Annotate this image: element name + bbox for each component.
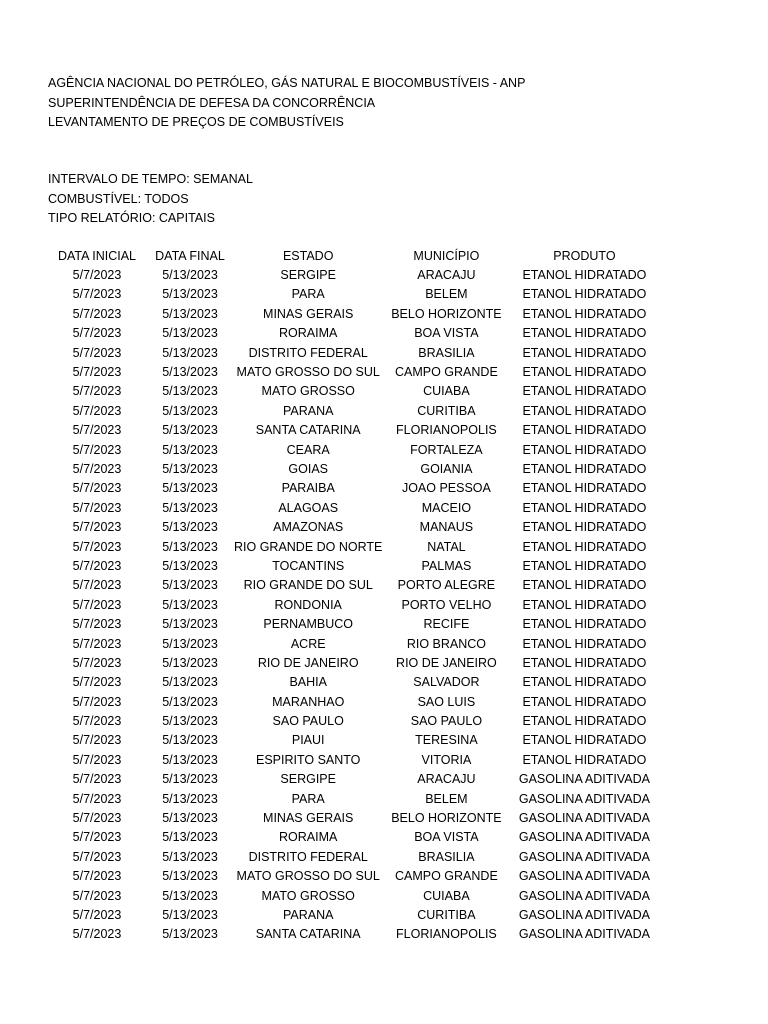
- cell-municipio: GOIANIA: [420, 461, 473, 476]
- column-header-data-final: DATA FINAL: [155, 248, 225, 263]
- cell-data-inicial: 5/7/2023: [72, 888, 122, 903]
- cell-municipio: SAO LUIS: [417, 694, 476, 709]
- cell-data-inicial: 5/7/2023: [72, 326, 122, 341]
- table-row: [48, 265, 658, 284]
- cell-data-inicial: 5/7/2023: [72, 268, 122, 283]
- prices-table: [48, 246, 658, 944]
- table-row: [48, 343, 658, 362]
- cell-produto: ETANOL HIDRATADO: [522, 287, 647, 302]
- cell-estado: RORAIMA: [279, 326, 338, 341]
- cell-produto: ETANOL HIDRATADO: [522, 558, 647, 573]
- table-row: [48, 770, 658, 789]
- cell-municipio: BELEM: [425, 791, 468, 806]
- cell-estado: MARANHAO: [272, 694, 345, 709]
- table-row: [48, 459, 658, 478]
- table-row: [48, 847, 658, 866]
- cell-municipio: CAMPO GRANDE: [395, 869, 498, 884]
- fuel-label: COMBUSTÍVEL: TODOS: [48, 191, 189, 206]
- cell-data-final: 5/13/2023: [162, 539, 218, 554]
- cell-produto: ETANOL HIDRATADO: [522, 442, 647, 457]
- cell-municipio: VITORIA: [421, 752, 472, 767]
- column-header-municipio: MUNICÍPIO: [413, 248, 480, 263]
- cell-produto: ETANOL HIDRATADO: [522, 461, 647, 476]
- cell-produto: GASOLINA ADITIVADA: [518, 811, 650, 826]
- cell-data-final: 5/13/2023: [162, 636, 218, 651]
- cell-produto: ETANOL HIDRATADO: [522, 617, 647, 632]
- cell-produto: ETANOL HIDRATADO: [522, 365, 647, 380]
- table-row: [48, 362, 658, 381]
- cell-municipio: ARACAJU: [417, 268, 476, 283]
- cell-data-inicial: 5/7/2023: [72, 791, 122, 806]
- cell-data-final: 5/13/2023: [162, 442, 218, 457]
- cell-data-final: 5/13/2023: [162, 520, 218, 535]
- table-row: [48, 421, 658, 440]
- cell-data-final: 5/13/2023: [162, 578, 218, 593]
- cell-data-final: 5/13/2023: [162, 655, 218, 670]
- cell-municipio: FLORIANOPOLIS: [396, 927, 497, 942]
- cell-estado: PARA: [291, 287, 325, 302]
- cell-data-final: 5/13/2023: [162, 617, 218, 632]
- table-body: [48, 265, 658, 944]
- cell-produto: ETANOL HIDRATADO: [522, 539, 647, 554]
- cell-estado: MINAS GERAIS: [263, 811, 354, 826]
- cell-data-final: 5/13/2023: [162, 772, 218, 787]
- cell-estado: PIAUI: [291, 733, 325, 748]
- cell-municipio: BOA VISTA: [414, 326, 479, 341]
- cell-estado: MATO GROSSO: [261, 888, 355, 903]
- cell-data-inicial: 5/7/2023: [72, 403, 122, 418]
- cell-data-final: 5/13/2023: [162, 365, 218, 380]
- cell-estado: MATO GROSSO DO SUL: [236, 869, 380, 884]
- cell-data-inicial: 5/7/2023: [72, 636, 122, 651]
- table-row: [48, 808, 658, 827]
- cell-data-final: 5/13/2023: [162, 733, 218, 748]
- cell-estado: AMAZONAS: [273, 520, 344, 535]
- table-row: [48, 537, 658, 556]
- cell-estado: SAO PAULO: [272, 714, 344, 729]
- cell-produto: ETANOL HIDRATADO: [522, 345, 647, 360]
- cell-data-inicial: 5/7/2023: [72, 617, 122, 632]
- report-parameters: [48, 170, 253, 229]
- cell-municipio: SAO PAULO: [410, 714, 483, 729]
- cell-municipio: PORTO VELHO: [401, 597, 492, 612]
- cell-produto: GASOLINA ADITIVADA: [518, 830, 650, 845]
- cell-produto: ETANOL HIDRATADO: [522, 268, 647, 283]
- cell-data-inicial: 5/7/2023: [72, 772, 122, 787]
- cell-estado: PARAIBA: [281, 481, 335, 496]
- table-row: [48, 440, 658, 459]
- table-row: [48, 517, 658, 536]
- cell-estado: PARANA: [282, 403, 334, 418]
- report-type-label: TIPO RELATÓRIO: CAPITAIS: [48, 211, 215, 225]
- cell-produto: ETANOL HIDRATADO: [522, 481, 647, 496]
- cell-data-inicial: 5/7/2023: [72, 869, 122, 884]
- cell-estado: SERGIPE: [280, 268, 336, 283]
- cell-produto: ETANOL HIDRATADO: [522, 500, 647, 515]
- column-header-estado: ESTADO: [282, 248, 334, 263]
- table-row: [48, 576, 658, 595]
- cell-estado: MATO GROSSO: [261, 384, 355, 399]
- table-row: [48, 673, 658, 692]
- cell-data-inicial: 5/7/2023: [72, 907, 122, 922]
- cell-data-final: 5/13/2023: [162, 888, 218, 903]
- cell-municipio: BRASILIA: [418, 345, 475, 360]
- cell-data-inicial: 5/7/2023: [72, 694, 122, 709]
- table-row: [48, 285, 658, 304]
- cell-municipio: CUIABA: [423, 384, 470, 399]
- cell-municipio: CURITIBA: [417, 403, 476, 418]
- cell-produto: ETANOL HIDRATADO: [522, 714, 647, 729]
- table-row: [48, 324, 658, 343]
- cell-data-final: 5/13/2023: [162, 694, 218, 709]
- cell-data-final: 5/13/2023: [162, 597, 218, 612]
- cell-produto: ETANOL HIDRATADO: [522, 306, 647, 321]
- cell-estado: SANTA CATARINA: [255, 927, 361, 942]
- cell-municipio: RECIFE: [423, 617, 470, 632]
- table-row: [48, 595, 658, 614]
- cell-data-final: 5/13/2023: [162, 345, 218, 360]
- cell-estado: PARA: [291, 791, 325, 806]
- cell-data-final: 5/13/2023: [162, 752, 218, 767]
- cell-produto: ETANOL HIDRATADO: [522, 326, 647, 341]
- cell-produto: GASOLINA ADITIVADA: [518, 791, 650, 806]
- cell-municipio: BOA VISTA: [414, 830, 479, 845]
- cell-data-final: 5/13/2023: [162, 675, 218, 690]
- cell-estado: DISTRITO FEDERAL: [248, 849, 368, 864]
- cell-estado: ACRE: [290, 636, 326, 651]
- cell-data-inicial: 5/7/2023: [72, 384, 122, 399]
- cell-produto: GASOLINA ADITIVADA: [518, 849, 650, 864]
- cell-data-final: 5/13/2023: [162, 811, 218, 826]
- table-row: [48, 653, 658, 672]
- cell-data-inicial: 5/7/2023: [72, 423, 122, 438]
- table-row: [48, 498, 658, 517]
- table-row: [48, 304, 658, 323]
- cell-data-inicial: 5/7/2023: [72, 481, 122, 496]
- cell-produto: GASOLINA ADITIVADA: [518, 772, 650, 787]
- cell-estado: MINAS GERAIS: [263, 306, 354, 321]
- cell-data-final: 5/13/2023: [162, 461, 218, 476]
- cell-produto: ETANOL HIDRATADO: [522, 675, 647, 690]
- cell-data-inicial: 5/7/2023: [72, 927, 122, 942]
- cell-produto: ETANOL HIDRATADO: [522, 520, 647, 535]
- cell-produto: GASOLINA ADITIVADA: [518, 888, 650, 903]
- cell-municipio: NATAL: [427, 539, 466, 554]
- cell-produto: ETANOL HIDRATADO: [522, 403, 647, 418]
- cell-municipio: RIO DE JANEIRO: [396, 655, 497, 670]
- cell-estado: RORAIMA: [279, 830, 338, 845]
- cell-estado: ALAGOAS: [278, 500, 339, 515]
- cell-data-final: 5/13/2023: [162, 403, 218, 418]
- cell-produto: ETANOL HIDRATADO: [522, 733, 647, 748]
- cell-produto: ETANOL HIDRATADO: [522, 694, 647, 709]
- cell-estado: ESPIRITO SANTO: [255, 752, 361, 767]
- cell-data-inicial: 5/7/2023: [72, 306, 122, 321]
- cell-estado: PERNAMBUCO: [263, 617, 353, 632]
- cell-data-final: 5/13/2023: [162, 714, 218, 729]
- cell-municipio: CAMPO GRANDE: [395, 365, 498, 380]
- cell-data-inicial: 5/7/2023: [72, 442, 122, 457]
- cell-estado: PARANA: [282, 907, 334, 922]
- cell-produto: GASOLINA ADITIVADA: [518, 927, 650, 942]
- cell-estado: MATO GROSSO DO SUL: [236, 365, 380, 380]
- cell-data-inicial: 5/7/2023: [72, 578, 122, 593]
- cell-data-final: 5/13/2023: [162, 384, 218, 399]
- cell-municipio: BRASILIA: [418, 849, 475, 864]
- table-row: [48, 479, 658, 498]
- cell-municipio: ARACAJU: [417, 772, 476, 787]
- cell-produto: ETANOL HIDRATADO: [522, 597, 647, 612]
- cell-municipio: CUIABA: [423, 888, 470, 903]
- cell-municipio: MACEIO: [421, 500, 472, 515]
- cell-data-inicial: 5/7/2023: [72, 287, 122, 302]
- cell-municipio: FLORIANOPOLIS: [396, 423, 497, 438]
- cell-data-inicial: 5/7/2023: [72, 365, 122, 380]
- cell-produto: ETANOL HIDRATADO: [522, 578, 647, 593]
- cell-municipio: RIO BRANCO: [406, 636, 486, 651]
- cell-data-inicial: 5/7/2023: [72, 345, 122, 360]
- cell-municipio: SALVADOR: [413, 675, 480, 690]
- cell-produto: ETANOL HIDRATADO: [522, 752, 647, 767]
- table-header-row: [48, 246, 658, 265]
- cell-data-inicial: 5/7/2023: [72, 520, 122, 535]
- cell-data-final: 5/13/2023: [162, 558, 218, 573]
- table-row: [48, 867, 658, 886]
- table-row: [48, 731, 658, 750]
- cell-data-final: 5/13/2023: [162, 287, 218, 302]
- cell-municipio: PORTO ALEGRE: [397, 578, 496, 593]
- table-row: [48, 614, 658, 633]
- cell-data-inicial: 5/7/2023: [72, 849, 122, 864]
- cell-municipio: MANAUS: [419, 520, 474, 535]
- cell-estado: BAHIA: [289, 675, 327, 690]
- cell-data-inicial: 5/7/2023: [72, 714, 122, 729]
- agency-title: AGÊNCIA NACIONAL DO PETRÓLEO, GÁS NATURAL E BIOCOMBUSTÍVEIS - ANP: [48, 76, 526, 90]
- cell-municipio: CURITIBA: [417, 907, 476, 922]
- cell-data-inicial: 5/7/2023: [72, 461, 122, 476]
- cell-data-inicial: 5/7/2023: [72, 655, 122, 670]
- cell-data-inicial: 5/7/2023: [72, 811, 122, 826]
- cell-municipio: FORTALEZA: [410, 442, 483, 457]
- cell-estado: RIO GRANDE DO SUL: [243, 578, 373, 593]
- cell-produto: GASOLINA ADITIVADA: [518, 907, 650, 922]
- cell-estado: GOIAS: [288, 461, 328, 476]
- cell-data-final: 5/13/2023: [162, 423, 218, 438]
- cell-data-final: 5/13/2023: [162, 907, 218, 922]
- table-row: [48, 692, 658, 711]
- cell-estado: TOCANTINS: [272, 558, 345, 573]
- table-row: [48, 828, 658, 847]
- cell-estado: RONDONIA: [274, 597, 342, 612]
- cell-produto: GASOLINA ADITIVADA: [518, 869, 650, 884]
- cell-municipio: TERESINA: [415, 733, 478, 748]
- time-interval-label: INTERVALO DE TEMPO: SEMANAL: [48, 172, 253, 186]
- cell-data-final: 5/13/2023: [162, 326, 218, 341]
- cell-municipio: BELO HORIZONTE: [391, 306, 502, 321]
- cell-municipio: PALMAS: [421, 558, 472, 573]
- department-title: SUPERINTENDÊNCIA DE DEFESA DA CONCORRÊNCIA: [48, 95, 376, 110]
- cell-produto: ETANOL HIDRATADO: [522, 423, 647, 438]
- table-row: [48, 382, 658, 401]
- cell-data-inicial: 5/7/2023: [72, 558, 122, 573]
- cell-data-inicial: 5/7/2023: [72, 752, 122, 767]
- cell-data-inicial: 5/7/2023: [72, 500, 122, 515]
- cell-data-final: 5/13/2023: [162, 791, 218, 806]
- cell-data-final: 5/13/2023: [162, 306, 218, 321]
- cell-data-inicial: 5/7/2023: [72, 830, 122, 845]
- table-row: [48, 556, 658, 575]
- table-row: [48, 401, 658, 420]
- column-header-produto: PRODUTO: [553, 248, 616, 263]
- cell-produto: ETANOL HIDRATADO: [522, 636, 647, 651]
- cell-municipio: JOAO PESSOA: [401, 481, 491, 496]
- cell-estado: SANTA CATARINA: [255, 423, 361, 438]
- cell-data-final: 5/13/2023: [162, 268, 218, 283]
- table-row: [48, 886, 658, 905]
- cell-data-final: 5/13/2023: [162, 830, 218, 845]
- cell-data-inicial: 5/7/2023: [72, 597, 122, 612]
- table-row: [48, 711, 658, 730]
- cell-estado: RIO GRANDE DO NORTE: [234, 539, 383, 554]
- table-row: [48, 789, 658, 808]
- cell-municipio: BELEM: [425, 287, 468, 302]
- cell-data-final: 5/13/2023: [162, 481, 218, 496]
- table-row: [48, 750, 658, 769]
- table-row: [48, 634, 658, 653]
- cell-estado: RIO DE JANEIRO: [257, 655, 359, 670]
- column-header-data-inicial: DATA INICIAL: [57, 248, 137, 263]
- report-title: LEVANTAMENTO DE PREÇOS DE COMBUSTÍVEIS: [48, 115, 344, 129]
- cell-data-inicial: 5/7/2023: [72, 539, 122, 554]
- cell-estado: DISTRITO FEDERAL: [248, 345, 368, 360]
- cell-municipio: BELO HORIZONTE: [391, 811, 502, 826]
- cell-data-final: 5/13/2023: [162, 869, 218, 884]
- cell-data-inicial: 5/7/2023: [72, 675, 122, 690]
- table-row: [48, 925, 658, 944]
- cell-data-inicial: 5/7/2023: [72, 733, 122, 748]
- table-row: [48, 905, 658, 924]
- cell-produto: ETANOL HIDRATADO: [522, 655, 647, 670]
- cell-produto: ETANOL HIDRATADO: [522, 384, 647, 399]
- report-header: [48, 74, 525, 133]
- cell-estado: CEARA: [286, 442, 330, 457]
- cell-estado: SERGIPE: [280, 772, 336, 787]
- cell-data-final: 5/13/2023: [162, 500, 218, 515]
- cell-data-final: 5/13/2023: [162, 849, 218, 864]
- cell-data-final: 5/13/2023: [162, 927, 218, 942]
